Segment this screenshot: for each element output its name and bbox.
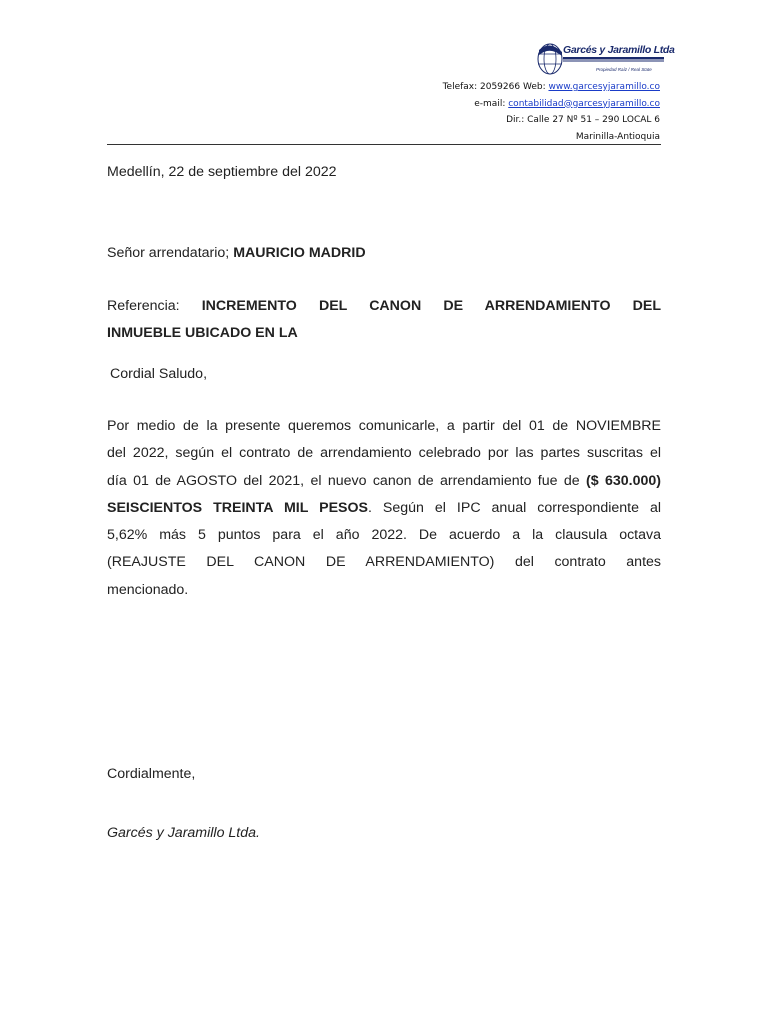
- header-divider: [107, 144, 661, 145]
- body-line-1: Por medio de la presente queremos comunicarle, a partir del 01 de NOVIEMBRE: [107, 418, 661, 434]
- reference-subject-1: INCREMENTO DEL CANON DE ARRENDAMIENTO DEL: [201, 298, 661, 314]
- greeting: Cordial Saludo,: [110, 366, 208, 382]
- company-logo-name: Garcés y Jaramillo Ltda: [563, 44, 675, 56]
- globe-icon: [536, 42, 566, 78]
- canon-amount-words: SEISCIENTOS TREINTA MIL PESOS: [107, 499, 368, 516]
- body-line-7: mencionado.: [107, 581, 189, 598]
- email-link[interactable]: contabilidad@garcesyjaramillo.co: [508, 98, 660, 109]
- reference-line-1: [107, 293, 661, 320]
- city-line: Marinilla-Antioquia: [575, 131, 660, 142]
- recipient-line: [107, 245, 366, 261]
- telefax-label: Telefax: 2059266 Web:: [442, 82, 546, 92]
- website-link[interactable]: www.garcesyjaramillo.co: [548, 82, 660, 92]
- body-line-2: del 2022, según el contrato de arrendamiento celebrado por las partes suscritas el: [107, 445, 661, 462]
- signature-company: Garcés y Jaramillo Ltda.: [107, 825, 260, 841]
- recipient-label: Señor arrendatario;: [107, 245, 230, 261]
- body-line-6: (REAJUSTE DEL CANON DE ARRENDAMIENTO) del contrato antes: [107, 554, 661, 571]
- body-paragraph: [107, 413, 661, 604]
- reference-block: [107, 293, 661, 348]
- body-line-4: [107, 495, 661, 522]
- letter-date: Medellín, 22 de septiembre del 2022: [107, 164, 337, 180]
- reference-label: Referencia:: [107, 298, 180, 314]
- body-line-5: 5,62% más 5 puntos para el año 2022. De acuerdo a la clausula octava: [107, 527, 661, 544]
- body-line-4-text: . Según el IPC anual correspondiente al: [368, 499, 661, 516]
- logo-underline: [563, 57, 664, 63]
- body-line-3: [107, 468, 661, 495]
- closing: Cordialmente,: [107, 766, 196, 782]
- reference-line-2: INMUEBLE UBICADO EN LA: [107, 325, 298, 342]
- company-logo-tagline: Propiedad Raíz / Real State: [596, 67, 652, 72]
- company-logo: [536, 42, 675, 78]
- email-line: [443, 96, 660, 113]
- body-line-3-text: día 01 de AGOSTO del 2021, el nuevo canon de arrendamiento fue de: [107, 472, 580, 489]
- telefax-line: [443, 79, 660, 96]
- contact-block: [443, 79, 660, 145]
- address-line: Dir.: Calle 27 Nº 51 – 290 LOCAL 6: [506, 115, 660, 125]
- recipient-name: MAURICIO MADRID: [233, 245, 366, 261]
- email-label: e-mail:: [474, 98, 506, 109]
- canon-amount: ($ 630.000): [586, 472, 661, 489]
